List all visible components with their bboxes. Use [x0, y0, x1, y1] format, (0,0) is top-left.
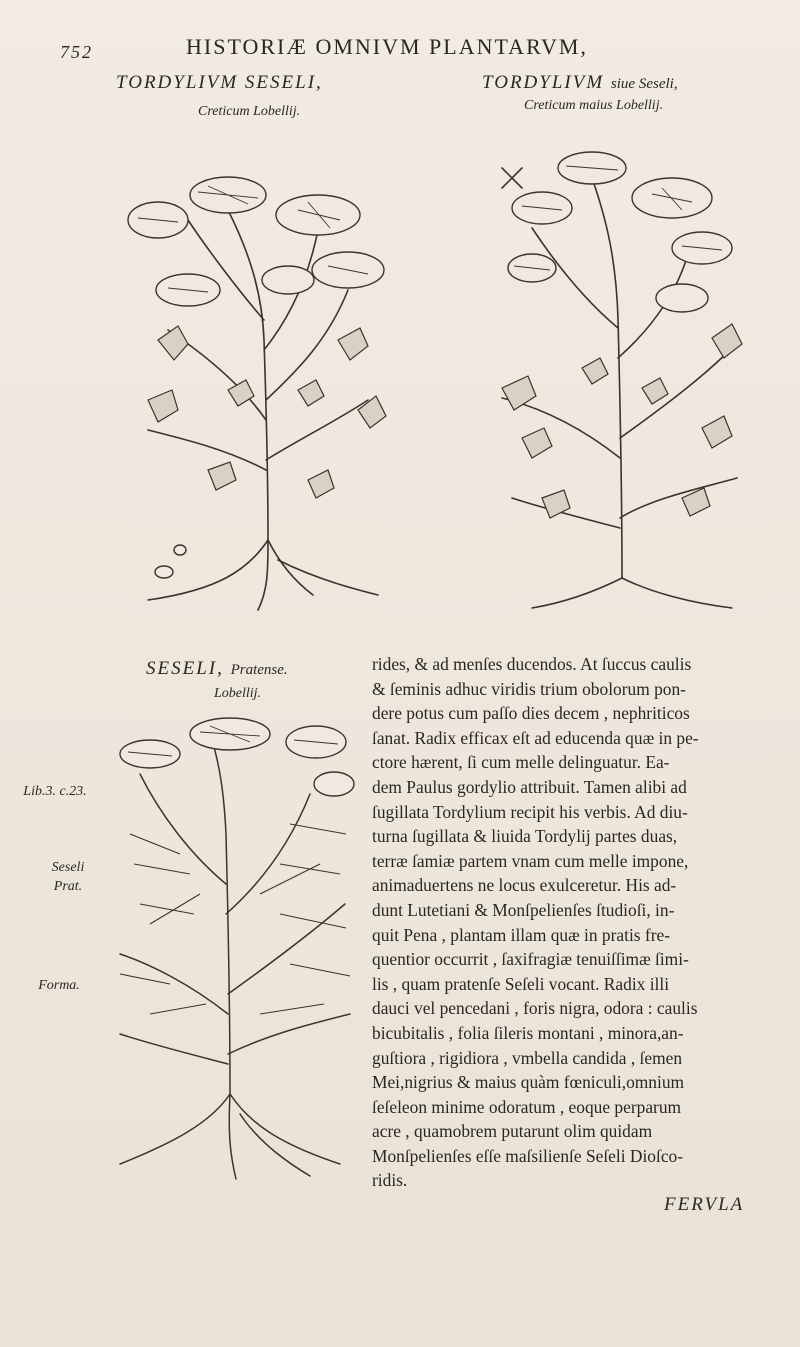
body-line: guſtiora , rigidiora , vmbella candida , ſemen — [372, 1047, 683, 1068]
body-line: & ſeminis adhuc viridis trium obolorum pon- — [372, 678, 686, 699]
margin-note-reference: Lib.3. c.23. — [23, 784, 87, 799]
body-line: animaduertens ne locus exulceretur. His ad- — [372, 875, 677, 896]
plate-3-subtitle: Lobellij. — [214, 686, 262, 701]
body-line: lis , quam pratenſe Seſeli vocant. Radix illi — [372, 973, 670, 994]
body-line: ridis. — [372, 1170, 408, 1191]
tordylium-creticum-illustration — [118, 140, 398, 620]
catchword: FERVLA — [664, 1194, 745, 1215]
plate-1-subtitle: Creticum Lobellij. — [198, 104, 301, 119]
body-line: acre , quamobrem putarunt olim quidam — [372, 1121, 653, 1142]
plate-2-title — [482, 72, 678, 94]
margin-note-forma: Forma. — [38, 978, 80, 993]
body-text — [372, 652, 768, 1193]
body-line: dere potus cum paſſo dies decem , nephriticos — [372, 703, 690, 724]
running-head: HISTORIÆ OMNIVM PLANTARVM, — [186, 34, 588, 59]
body-line: quentior occurrit , ſaxifragiæ tenuiſſimæ ſimi- — [372, 949, 689, 970]
body-line: dunt Lutetiani & Monſpelienſes ſtudioſi, in- — [372, 899, 675, 920]
body-line: turna ſugillata & liuida Tordylij partes duas, — [372, 826, 678, 847]
body-line: ctore hærent, ſi cum melle delinguatur. Ea- — [372, 752, 670, 773]
plate-3-title-main: SESELI, — [146, 658, 224, 679]
body-line: terræ ſamiæ partem vnam cum melle impone, — [372, 850, 689, 871]
page-number: 752 — [60, 42, 93, 62]
body-line: Monſpelienſes eſſe maſsilienſe Seſeli Dioſco- — [372, 1145, 684, 1166]
plate-1-woodcut — [118, 140, 398, 620]
body-line: ſanat. Radix efficax eſt ad educenda quæ in pe- — [372, 727, 699, 748]
body-line: rides, & ad menſes ducendos. At ſuccus caulis — [372, 654, 692, 674]
plate-2-title-suffix: siue Seseli, — [610, 76, 678, 92]
body-line: quit Pena , plantam illam quæ in pratis fre- — [372, 924, 670, 945]
plate-3-title-suffix: Pratense. — [230, 662, 288, 678]
body-line: Mei,nigrius & maius quàm fœniculi,omnium — [372, 1072, 685, 1093]
plate-2-woodcut — [482, 138, 752, 618]
plate-1-title: TORDYLIVM SESELI, — [116, 72, 323, 93]
plate-2-title-main: TORDYLIVM — [482, 72, 605, 93]
seseli-pratense-illustration — [110, 714, 360, 1184]
body-line: ſugillata Tordylium recipit his verbis. Ad diu- — [372, 801, 688, 822]
plate-3-woodcut — [110, 714, 360, 1184]
body-line: ſeſeleon minime odoratum , eoque perparum — [372, 1096, 682, 1117]
plate-3-title — [146, 658, 288, 680]
body-line: dauci vel pencedani , foris nigra, odora : caulis — [372, 998, 698, 1019]
body-line: dem Paulus gordylio attribuit. Tamen alibi ad — [372, 776, 687, 797]
tordylium-creticum-maius-illustration — [482, 138, 752, 618]
margin-note-seseli: Seseli Prat. — [51, 860, 85, 894]
body-line: bicubitalis , folia ſileris montani , minora,an- — [372, 1022, 684, 1043]
plate-2-subtitle: Creticum maius Lobellij. — [524, 98, 664, 113]
